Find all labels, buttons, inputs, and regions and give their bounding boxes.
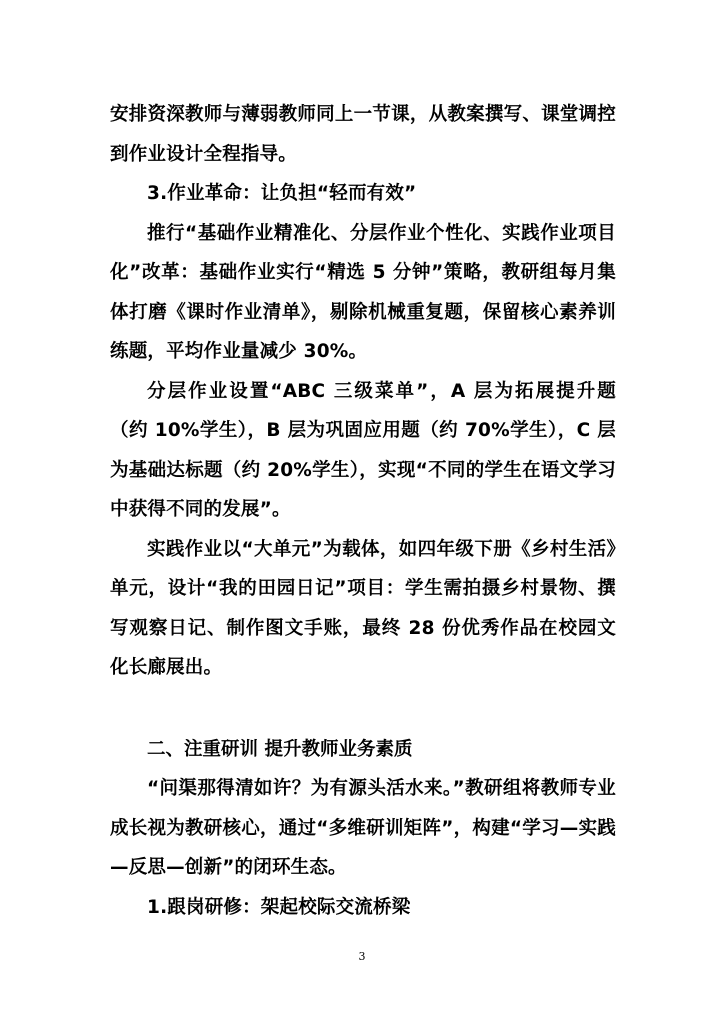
subheading-homework-revolution: 3.作业革命：让负担“轻而有效” <box>147 183 417 204</box>
section-heading: 二、注重研训 提升教师业务素质 <box>147 738 413 760</box>
paragraph-tiered-homework: 分层作业设置“ABC 三级菜单”，A 层为拓展提升题（约 10%学生），B 层为巩固应用题（约 70%学生），C 层为基础达标题（约 20%学生），实现“不同的学生在语文学习中获得不同的发展”。 <box>110 380 616 520</box>
paragraph-practice-homework: 实践作业以“大单元”为载体，如四年级下册《乡村生活》单元，设计“我的田园日记”项目：学生需拍摄乡村景物、撰写观察日记、制作图文手账，最终 28 份优秀作品在校园文化长廊展出。 <box>110 538 616 678</box>
paragraph-research-training: “问渠那得清如许？为有源头活水来。”教研组将教师专业成长视为教研核心，通过“多维研训矩阵”，构建“学习—实践—反思—创新”的闭环生态。 <box>110 778 616 878</box>
page-content <box>110 95 616 927</box>
page-number: 3 <box>358 950 366 963</box>
subheading-shadow-training: 1.跟岗研修：架起校际交流桥梁 <box>147 896 411 918</box>
paragraph-homework-reform: 推行“基础作业精准化、分层作业个性化、实践作业项目化”改革：基础作业实行“精选 5 分钟”策略，教研组每月集体打磨《课时作业清单》，剔除机械重复题，保留核心素养训练题，平均作业量减少 30%。 <box>110 222 616 362</box>
paragraph-mentoring: 安排资深教师与薄弱教师同上一节课，从教案撰写、课堂调控到作业设计全程指导。 <box>110 104 616 165</box>
section-gap <box>110 688 616 730</box>
